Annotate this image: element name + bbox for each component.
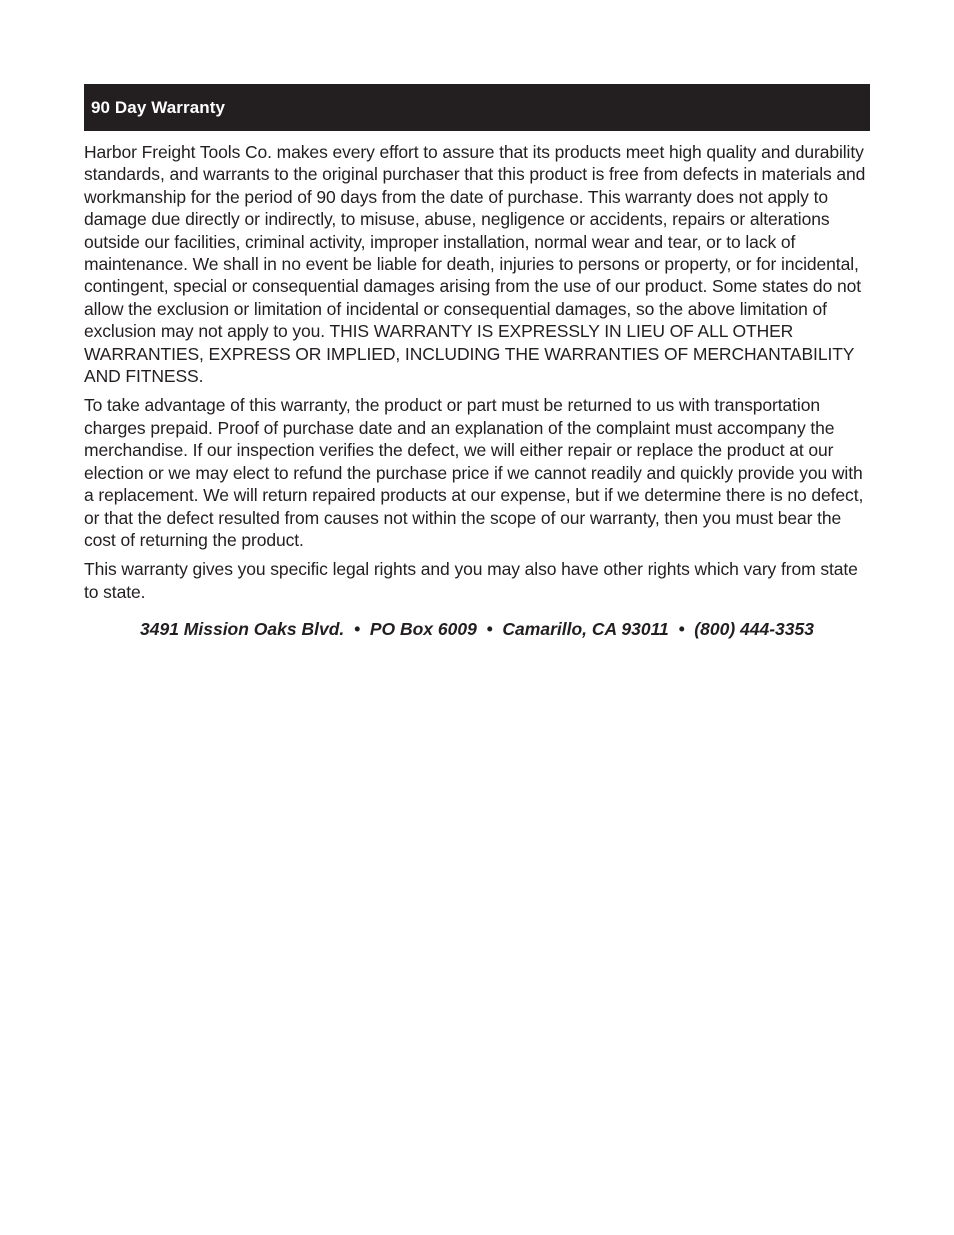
warranty-paragraph-claims: To take advantage of this warranty, the product or part must be returned to us with transportation charges prepaid. Proof of purchase date and an explanation of the complaint must accompany the merchandise. If our inspection verifies the defect, we will either repair or replace the product at our election or we may elect to refund the purchase price if we cannot readily and quickly provide you with a replacement. We will return repaired products at our expense, but if we determine there is no defect, or that the defect resulted from causes not within the scope of our warranty, then you must bear the cost of returning the product. [84,395,864,550]
warranty-body [84,141,870,603]
section-header-bar [84,84,870,131]
warranty-paragraph-coverage: Harbor Freight Tools Co. makes every effort to assure that its products meet high quality and durability standards, and warrants to the original purchaser that this product is free from defects in materials and workmanship for the period of 90 days from the date of purchase. This warranty does not apply to damage due directly or indirectly, to misuse, abuse, negligence or accidents, repairs or alterations outside our facilities, criminal activity, improper installation, normal wear and tear, or to lack of maintenance. We shall in no event be liable for death, injuries to persons or property, or for incidental, contingent, special or consequential damages arising from the use of our product. Some states do not allow the exclusion or limitation of incidental or consequential damages, so the above limitation of exclusion may not apply to you. THIS WARRANTY IS EXPRESSLY IN LIEU OF ALL OTHER WARRANTIES, EXPRESS OR IMPLIED, INCLUDING THE WARRANTIES OF MERCHANTABILITY AND FITNESS. [84,142,866,387]
contact-address-line: 3491 Mission Oaks Blvd. • PO Box 6009 • Camarillo, CA 93011 • (800) 444-3353 [140,619,814,640]
section-title: 90 Day Warranty [91,97,226,117]
warranty-paragraph-legal-rights: This warranty gives you specific legal rights and you may also have other rights which vary from state to state. [84,559,858,602]
warranty-page [84,84,870,640]
